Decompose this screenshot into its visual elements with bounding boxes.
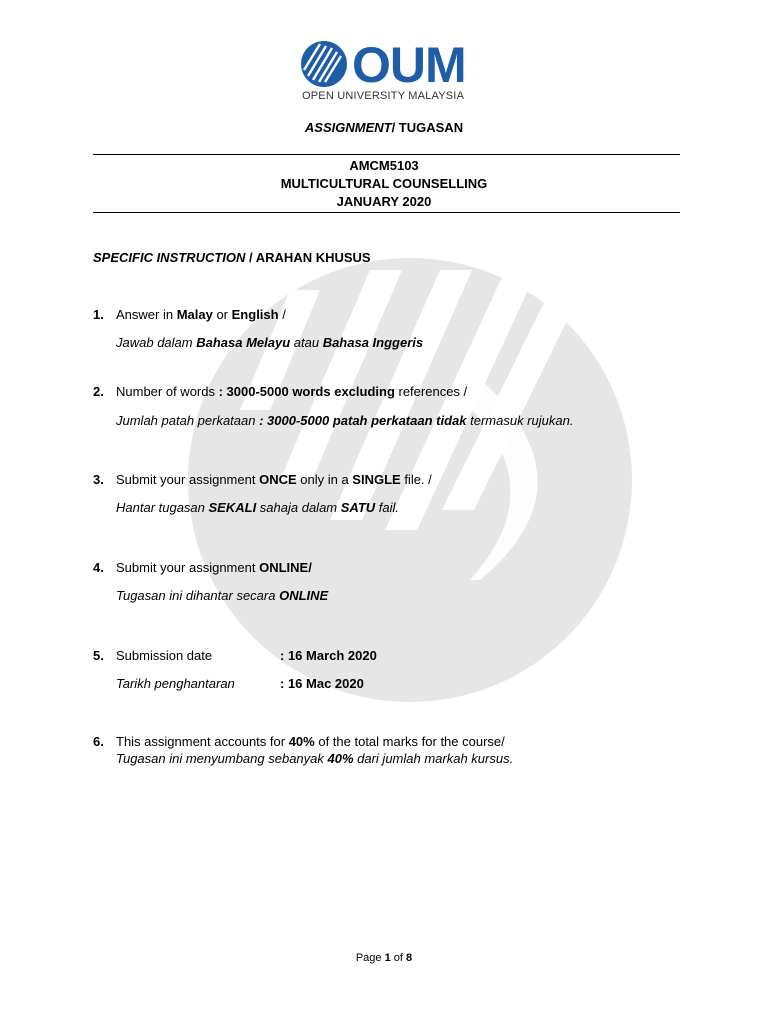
bottom-divider — [93, 212, 680, 213]
instructions-heading: SPECIFIC INSTRUCTION / ARAHAN KHUSUS — [93, 250, 371, 265]
tarikh-label: Tarikh penghantaran — [116, 676, 235, 691]
item-4-malay: Tugasan ini dihantar secara ONLINE — [116, 588, 329, 603]
logo-subtitle: OPEN UNIVERSITY MALAYSIA — [302, 90, 465, 102]
course-semester: JANUARY 2020 — [336, 194, 432, 209]
course-title: MULTICULTURAL COUNSELLING — [280, 176, 488, 191]
tarikh-value: : 16 Mac 2020 — [280, 676, 364, 691]
item-number: 3. — [93, 472, 104, 487]
item-number: 1. — [93, 307, 104, 322]
item-6-malay: Tugasan ini menyumbang sebanyak 40% dari jumlah markah kursus. — [116, 751, 514, 766]
page-number: Page 1 of 8 — [355, 952, 413, 964]
item-3-malay: Hantar tugasan SEKALI sahaja dalam SATU fail. — [116, 500, 400, 515]
item-number: 5. — [93, 648, 104, 663]
submission-date-label: Submission date — [116, 648, 213, 663]
item-2-english: Number of words : 3000-5000 words excluding references / — [116, 384, 468, 399]
item-4-english: Submit your assignment ONLINE/ — [116, 560, 312, 575]
oum-globe-icon — [300, 40, 348, 88]
item-number: 2. — [93, 384, 104, 399]
oum-logo — [300, 38, 475, 106]
item-2-malay: Jumlah patah perkataan : 3000-5000 patah perkataan tidak termasuk rujukan. — [116, 413, 574, 428]
item-1-english: Answer in Malay or English / — [116, 307, 286, 322]
submission-date-value: : 16 March 2020 — [280, 648, 377, 663]
item-3-english: Submit your assignment ONCE only in a SINGLE file. / — [116, 472, 432, 487]
course-code: AMCM5103 — [349, 158, 419, 173]
document-heading: ASSIGNMENT/ TUGASAN — [304, 120, 464, 135]
item-number: 6. — [93, 734, 104, 749]
logo-wordmark: OUM — [352, 37, 466, 93]
top-divider — [93, 154, 680, 155]
item-6-english: This assignment accounts for 40% of the total marks for the course/ — [116, 734, 505, 749]
item-number: 4. — [93, 560, 104, 575]
item-1-malay: Jawab dalam Bahasa Melayu atau Bahasa Inggeris — [116, 335, 424, 350]
